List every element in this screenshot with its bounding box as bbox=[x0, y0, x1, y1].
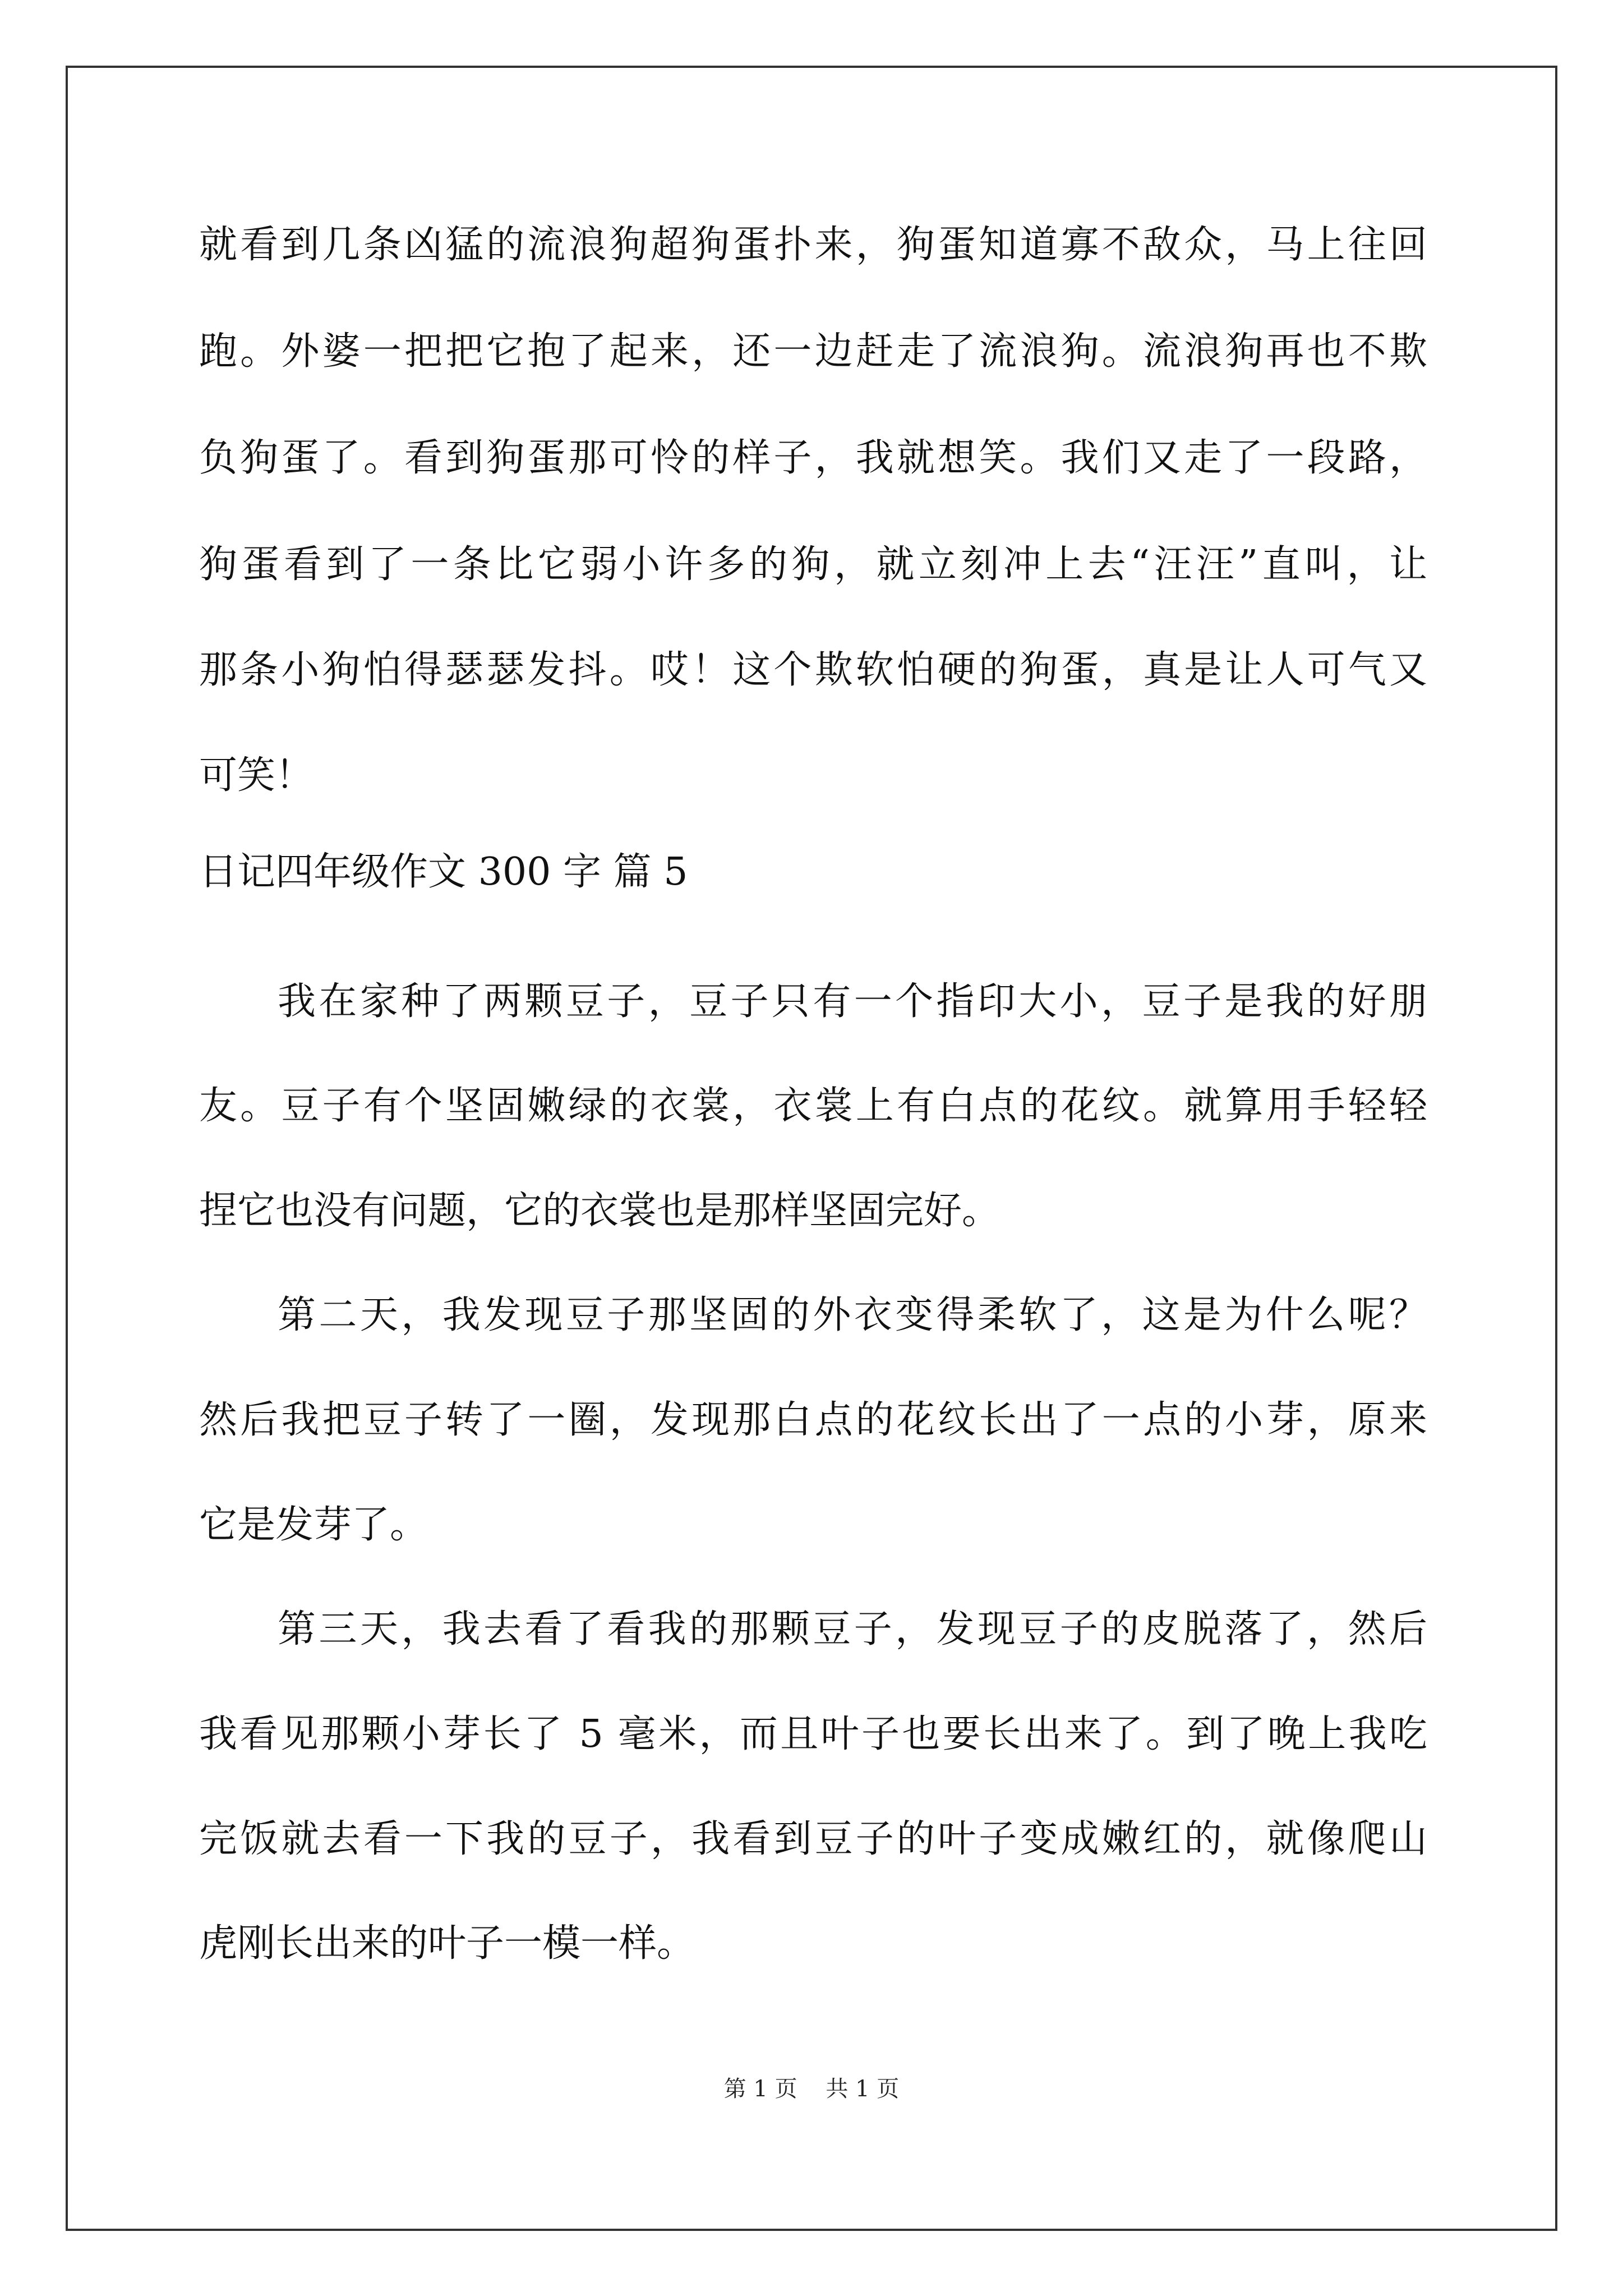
body-text-line: 虎刚长出来的叶子一模一样。 bbox=[199, 1921, 695, 1966]
body-text-line: 友。豆子有个坚固嫩绿的衣裳，衣裳上有白点的花纹。就算用手轻轻 bbox=[199, 1084, 1427, 1128]
body-text-line: 狗蛋看到了一条比它弱小许多的狗，就立刻冲上去“汪汪”直叫，让 bbox=[199, 542, 1427, 587]
body-text-line: 完饭就去看一下我的豆子，我看到豆子的叶子变成嫩红的，就像爬山 bbox=[199, 1817, 1427, 1861]
section-heading: 日记四年级作文 300 字 篇 5 bbox=[199, 850, 688, 894]
body-text-line: 捏它也没有问题，它的衣裳也是那样坚固完好。 bbox=[199, 1189, 1000, 1233]
body-text-line: 可笑！ bbox=[199, 753, 314, 798]
body-text-line: 那条小狗怕得瑟瑟发抖。哎！这个欺软怕硬的狗蛋，真是让人可气又 bbox=[199, 648, 1427, 692]
body-text-line: 跑。外婆一把把它抱了起来，还一边赶走了流浪狗。流浪狗再也不欺 bbox=[199, 329, 1427, 374]
body-text-line: 然后我把豆子转了一圈，发现那白点的花纹长出了一点的小芽，原来 bbox=[199, 1398, 1427, 1442]
body-text-line: 我在家种了两颗豆子，豆子只有一个指印大小，豆子是我的好朋 bbox=[278, 979, 1427, 1024]
body-text-line: 第三天，我去看了看我的那颗豆子，发现豆子的皮脱落了，然后 bbox=[278, 1607, 1427, 1651]
body-text-line: 就看到几条凶猛的流浪狗超狗蛋扑来，狗蛋知道寡不敌众，马上往回 bbox=[199, 223, 1427, 267]
body-text-line: 我看见那颗小芽长了 5 毫米，而且叶子也要长出来了。到了晚上我吃 bbox=[199, 1712, 1427, 1756]
body-text-line: 它是发芽了。 bbox=[199, 1503, 428, 1547]
page-border bbox=[66, 66, 1557, 2231]
page-number-footer: 第 1 页 共 1 页 bbox=[723, 2076, 900, 2102]
body-text-line: 负狗蛋了。看到狗蛋那可怜的样子，我就想笑。我们又走了一段路， bbox=[199, 436, 1427, 480]
body-text-line: 第二天，我发现豆子那坚固的外衣变得柔软了，这是为什么呢？ bbox=[278, 1293, 1427, 1337]
